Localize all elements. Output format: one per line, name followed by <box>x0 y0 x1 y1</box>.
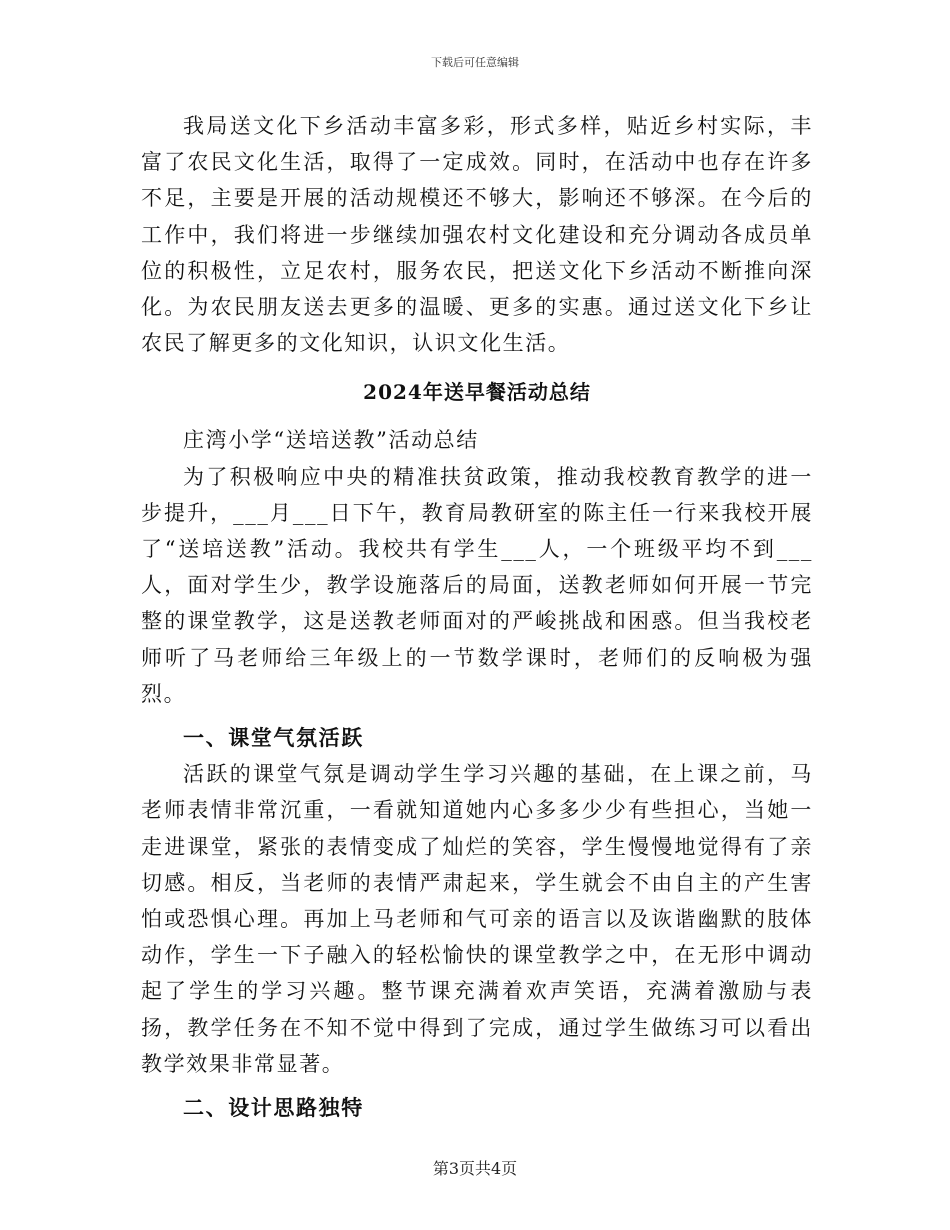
section-heading-2: 二、设计思路独特 <box>183 1095 364 1121</box>
paragraph-classroom: 活跃的课堂气氛是调动学生学习兴趣的基础，在上课之前，马老师表情非常沉重，一看就知道她内心多多少少有些担心，当她一走进课堂，紧张的表情变成了灿烂的笑容，学生慢慢地觉得有了亲切感。相反，当老师的表情严肃起来，学生就会不由自主的产生害怕或恐惧心理。再加上马老师和气可亲的语言以及诙谐幽默的肢体动作，学生一下子融入的轻松愉快的课堂教学之中，在无形中调动起了学生的学习兴趣。整节课充满着欢声笑语，充满着激励与表扬，教学任务在不知不觉中得到了完成，通过学生做练习可以看出教学效果非常显著。 <box>141 762 813 1076</box>
document-title: 2024年送早餐活动总结 <box>363 380 591 405</box>
paragraph-culture-summary: 我局送文化下乡活动丰富多彩，形式多样，贴近乡村实际，丰富了农民文化生活，取得了一定成效。同时，在活动中也存在许多不足，主要是开展的活动规模还不够大，影响还不够深。在今后的工作中，我们将进一步继续加强农村文化建设和充分调动各成员单位的积极性，立足农村，服务农民，把送文化下乡活动不断推向深化。为农民朋友送去更多的温暖、更多的实惠。通过送文化下乡让农民了解更多的文化知识，认识文化生活。 <box>141 114 813 356</box>
section-heading-1: 一、课堂气氛活跃 <box>183 725 364 751</box>
page-header: 下载后可任意编辑 <box>431 56 519 69</box>
paragraph-intro: 为了积极响应中央的精准扶贫政策，推动我校教育教学的进一步提升，___月___日下午，教育局教研室的陈主任一行来我校开展了“送培送教”活动。我校共有学生___人，一个班级平均不到___人，面对学生少，教学设施落后的局面，送教老师如何开展一节完整的课堂教学，这是送教老师面对的严峻挑战和困惑。但当我校老师听了马老师给三年级上的一节数学课时，老师们的反响极为强烈。 <box>141 464 813 706</box>
page-footer: 第3页共4页 <box>432 1159 518 1178</box>
document-subtitle: 庄湾小学“送培送教”活动总结 <box>183 428 479 453</box>
document-body <box>141 108 813 1126</box>
